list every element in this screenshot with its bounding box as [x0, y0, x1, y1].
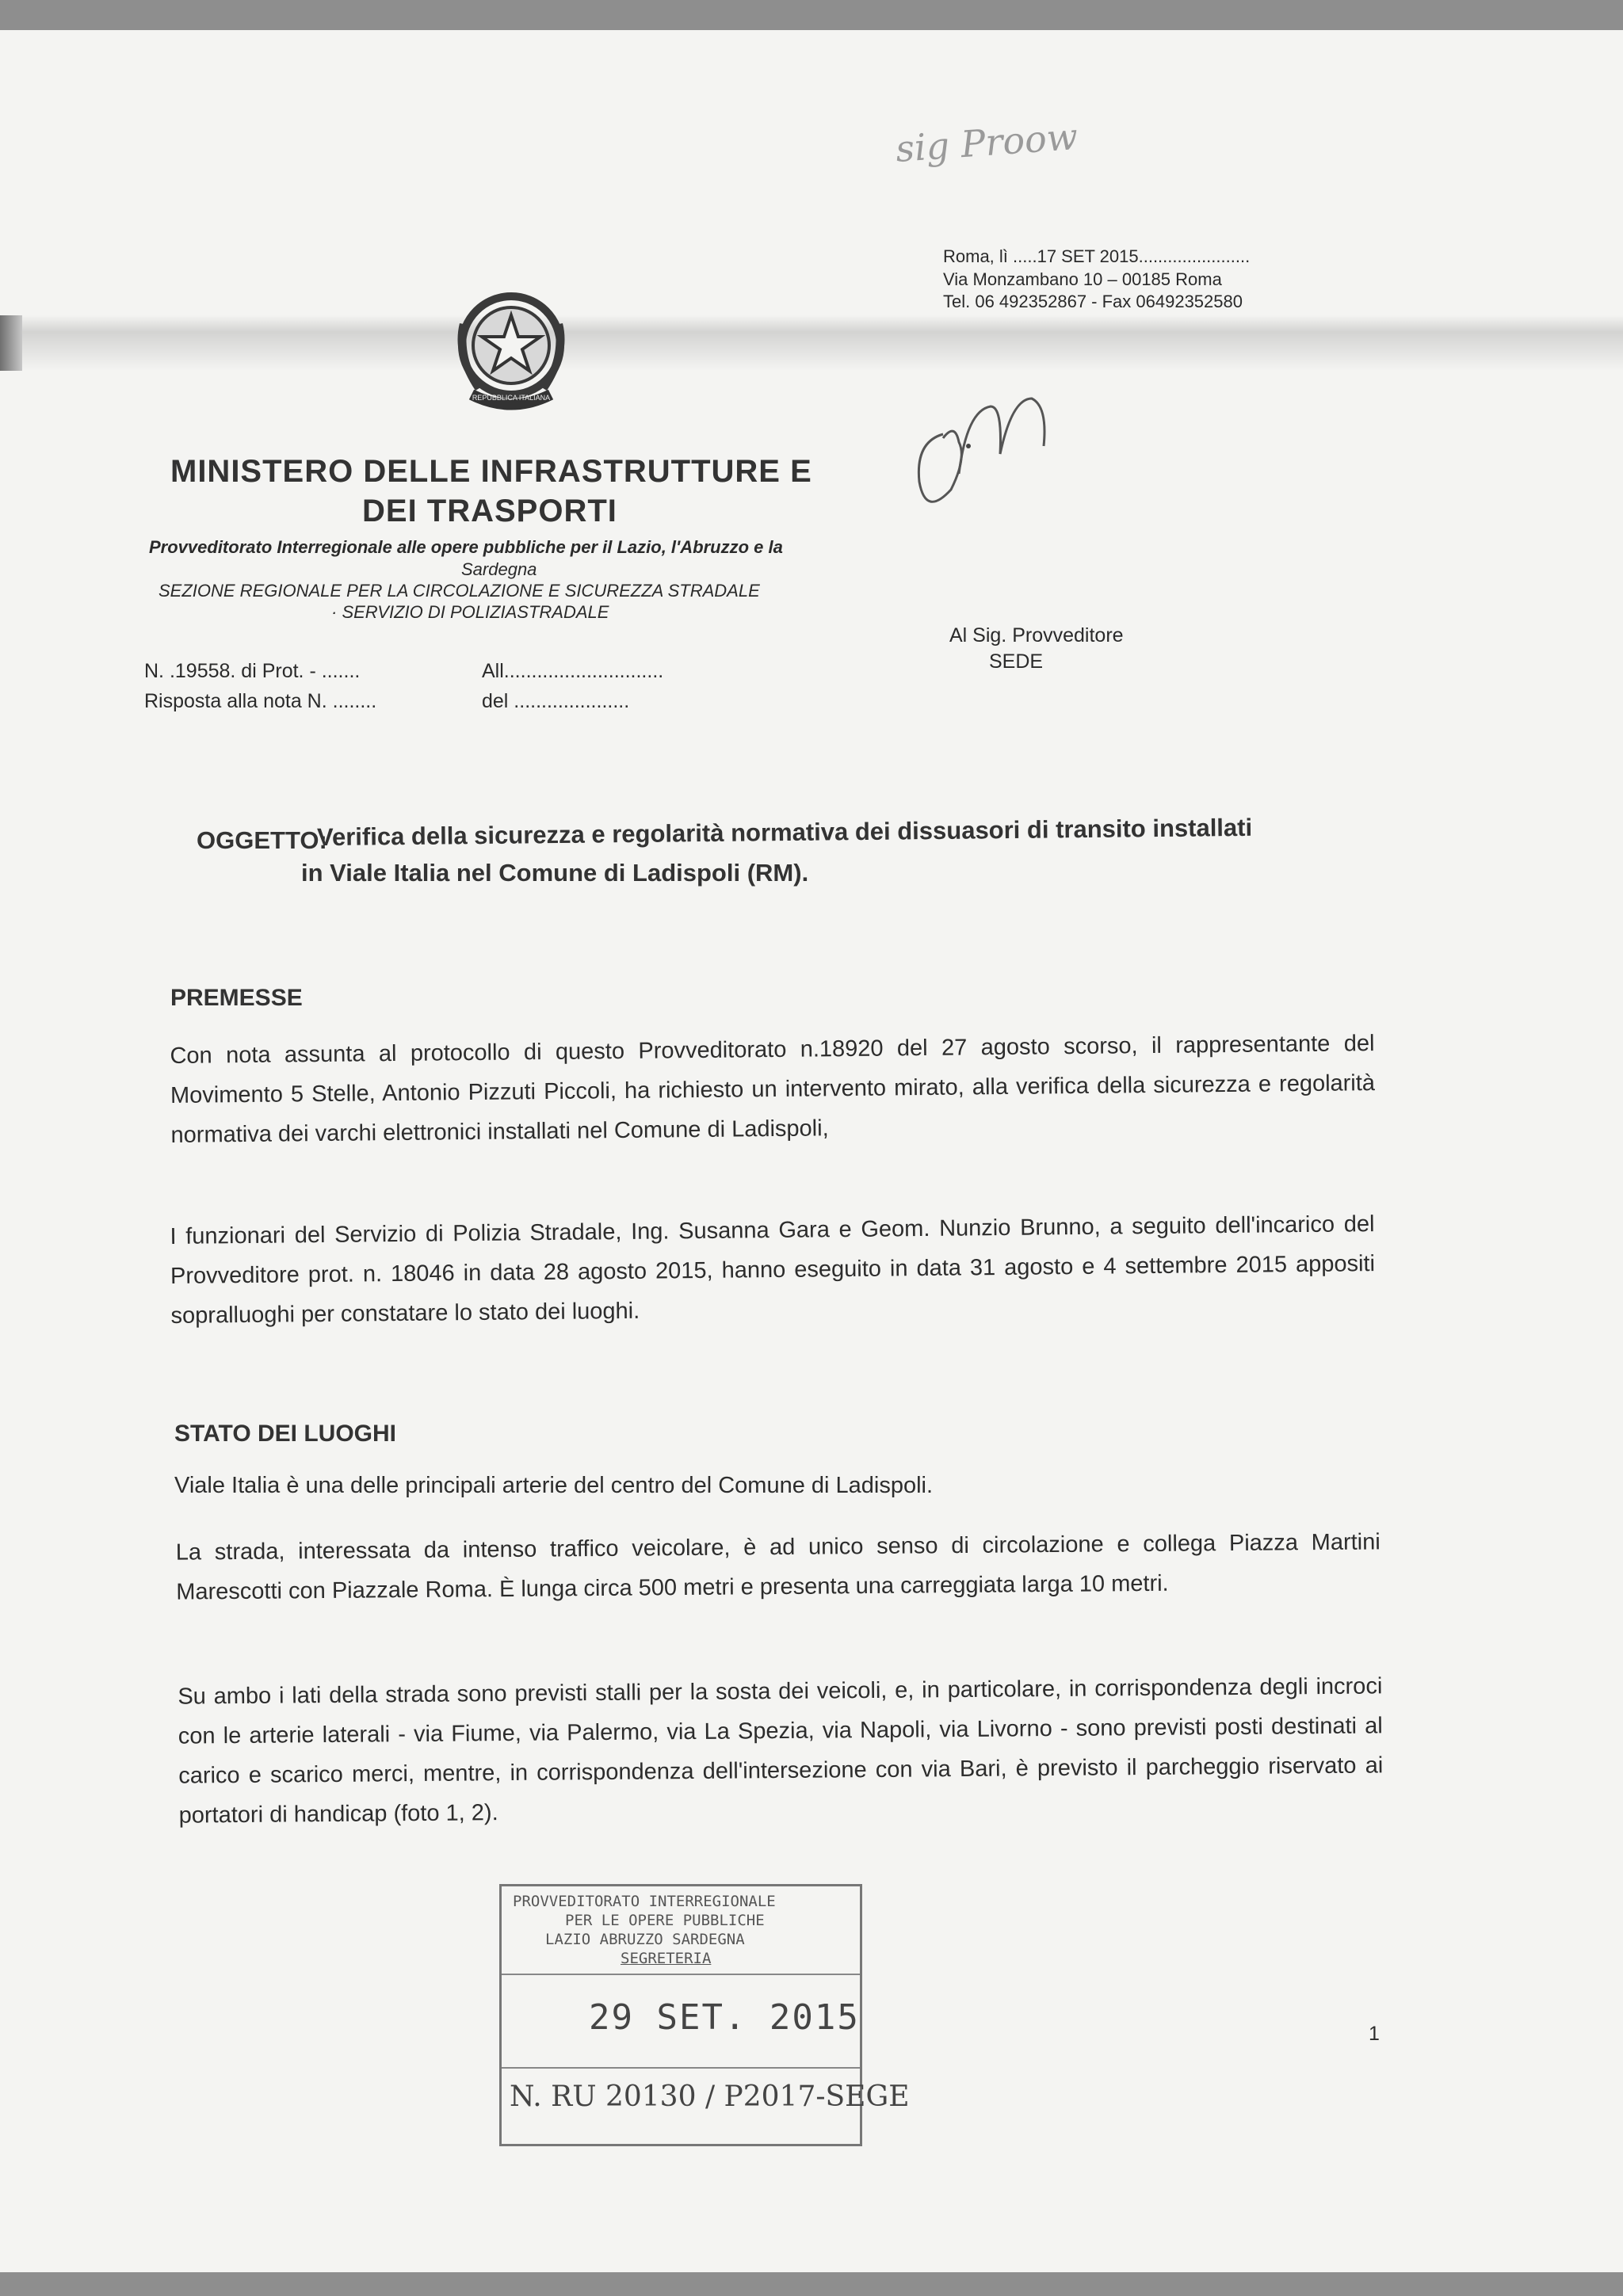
page-number: 1 — [1369, 2023, 1380, 2045]
subject-label: OGGETTO: — [197, 826, 327, 854]
stamp-register-number: N. RU 20130 / P2017-SEGE — [510, 2081, 910, 2113]
date-line: Roma, lì .....17 SET 2015....................... — [943, 246, 1251, 266]
subject-line1: Verifica della sicurezza e regolarità normativa dei dissuasori di transito installati — [316, 813, 1253, 852]
stato-paragraph-1: Viale Italia è una delle principali arterie del centro del Comune di Ladispoli. — [174, 1473, 934, 1498]
scan-artifact-edge — [0, 315, 22, 371]
stamp-line3: LAZIO ABRUZZO SARDEGNA — [545, 1931, 745, 1948]
scan-artifact-band — [0, 315, 1623, 371]
subject-line2: in Viale Italia nel Comune di Ladispoli (RM). — [301, 859, 809, 887]
stamp-line2: PER LE OPERE PUBBLICHE — [565, 1912, 765, 1929]
reception-stamp — [499, 1884, 910, 2146]
protocol-number: N. .19558. di Prot. - ....... — [144, 660, 361, 682]
signature-scribble — [911, 379, 1078, 529]
ministry-title-line1: MINISTERO DELLE INFRASTRUTTURE E — [170, 454, 812, 489]
ministry-subtitle-3: SEZIONE REGIONALE PER LA CIRCOLAZIONE E SICUREZZA STRADALE — [158, 581, 760, 601]
recipient-line1: Al Sig. Provveditore — [949, 624, 1124, 646]
office-address: Via Monzambano 10 – 00185 Roma — [943, 269, 1222, 289]
stamp-divider-2 — [502, 2067, 860, 2069]
emblem-ring-text: REPUBBLICA ITALIANA — [472, 394, 551, 402]
republic-emblem-icon — [440, 276, 582, 418]
office-phone: Tel. 06 492352867 - Fax 06492352580 — [943, 292, 1243, 311]
stamp-line4: SEGRETERIA — [621, 1950, 712, 1967]
reply-to-note: Risposta alla nota N. ........ — [144, 690, 377, 712]
ministry-subtitle-4: · SERVIZIO DI POLIZIASTRADALE — [331, 602, 609, 622]
stato-paragraph-2: La strada, interessata da intenso traffico veicolare, è ad unico senso di circolazione e collega Piazza Martini Marescotti con Piazzale Roma. È lunga circa 500 metri e presenta una carreggiata larga 10 metri. — [175, 1529, 1381, 1605]
premesse-paragraph-1: Con nota assunta al protocollo di questo Provveditorato n.18920 del 27 agosto scorso, il rappresentante del Movimento 5 Stelle, Antonio Pizzuti Piccoli, ha richiesto un intervento mirato, alla verifica della sicurezza e regolarità normativa dei varchi elettronici installati nel Comune di Ladispoli, — [170, 1031, 1376, 1148]
attachments-line: All............................. — [482, 660, 664, 682]
document-page — [0, 30, 1623, 2272]
premesse-paragraph-2: I funzionari del Servizio di Polizia Stradale, Ing. Susanna Gara e Geom. Nunzio Brunno, a seguito dell'incarico del Provveditore prot. n. 18046 in data 28 agosto 2015, hanno eseguito in data 31 agosto e 4 settembre 2015 appositi sopralluoghi per constatare lo stato dei luoghi. — [170, 1211, 1376, 1329]
ministry-subtitle-2: Sardegna — [461, 559, 537, 579]
del-line: del ..................... — [482, 690, 630, 712]
stamp-divider-1 — [502, 1974, 860, 1975]
stamp-date: 29 SET. 2015 — [589, 1997, 860, 2038]
stamp-line1: PROVVEDITORATO INTERREGIONALE — [513, 1893, 776, 1910]
recipient-line2: SEDE — [989, 650, 1044, 673]
ministry-subtitle-1: Provveditorato Interregionale alle opere pubbliche per il Lazio, l'Abruzzo e la — [149, 537, 783, 557]
stato-paragraph-3: Su ambo i lati della strada sono previsti stalli per la sosta dei veicoli, e, in particolare, in corrispondenza degli incroci con le arterie laterali - via Fiume, via Palermo, via La Spezia, via Napoli, via Livorno - sono previsti posti destinati al carico e scarico merci, mentre, in corrispondenza dell'intersezione con via Bari, è previsto il parcheggio riservato ai portatori di handicap (foto 1, 2). — [178, 1673, 1384, 1829]
section-title-premesse: PREMESSE — [170, 985, 303, 1011]
section-title-stato: STATO DEI LUOGHI — [174, 1421, 397, 1447]
handwritten-note: sig Proow — [894, 115, 1079, 170]
ministry-title-line2: DEI TRASPORTI — [362, 494, 617, 528]
